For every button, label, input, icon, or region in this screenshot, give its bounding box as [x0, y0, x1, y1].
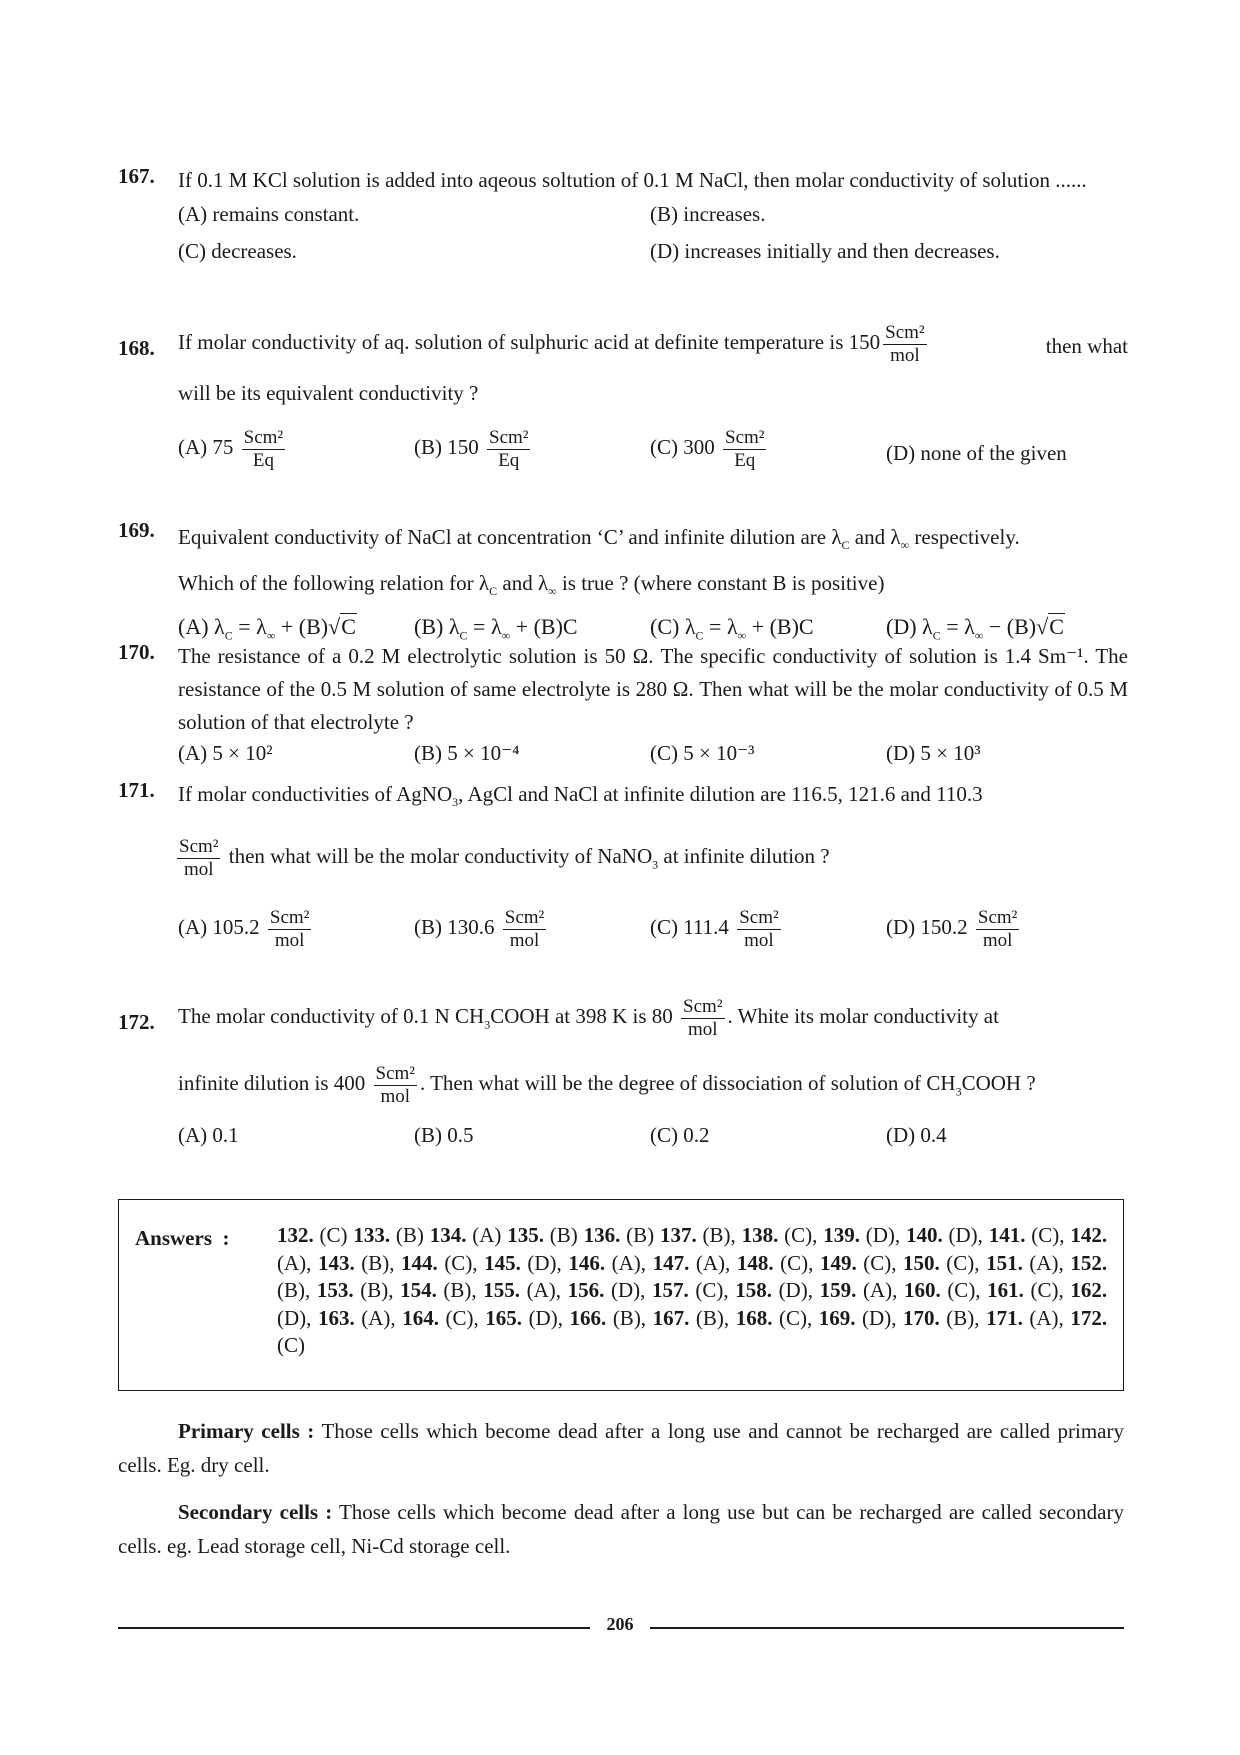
answer-item	[820, 1278, 898, 1302]
answer-item	[906, 1223, 983, 1247]
answer-number: 169.	[818, 1305, 856, 1330]
question-text	[178, 778, 1128, 818]
answer-number: 159.	[819, 1278, 857, 1302]
unit-fraction	[723, 427, 766, 472]
option-value: (A) 105.2	[178, 915, 260, 940]
options	[178, 196, 1128, 276]
option-a: (A) 0.1	[178, 1123, 239, 1148]
answer-item	[584, 1223, 655, 1247]
unit-denominator: mol	[744, 929, 774, 951]
subscript: 3	[452, 795, 459, 810]
answers-label	[135, 1226, 230, 1251]
option-c	[650, 907, 784, 952]
subscript: ∞	[737, 628, 747, 643]
option-d: (D) 0.4	[886, 1123, 947, 1148]
option-d: (D) none of the given	[886, 440, 1067, 465]
operator: + (B)C	[751, 614, 814, 640]
unit-fraction	[737, 907, 780, 952]
question-text-part: . Then what will be the degree of dissociation of solution of CH	[419, 1070, 956, 1095]
question-text-part: and	[854, 525, 886, 549]
option-d	[886, 907, 1022, 952]
question-text-part: respectively.	[914, 525, 1020, 549]
question-171	[118, 778, 1128, 967]
unit-numerator: Scm²	[739, 906, 779, 928]
answer-number: 158.	[735, 1278, 772, 1302]
question-text-part: COOH at 398 K is 80	[490, 1004, 673, 1029]
option-b: (B) 0.5	[414, 1123, 474, 1148]
answer-item	[653, 1306, 730, 1330]
answer-item	[986, 1251, 1064, 1275]
answer-number: 161.	[987, 1278, 1024, 1302]
answer-choice: (C),	[939, 1250, 980, 1275]
answer-choice: (A),	[277, 1250, 312, 1275]
option-label: (C)	[650, 614, 680, 640]
question-number: 168.	[118, 336, 155, 360]
subscript: ∞	[548, 584, 557, 599]
answer-number: 165.	[485, 1305, 523, 1330]
unit-denominator: mol	[183, 859, 214, 881]
square-root: √C	[328, 614, 356, 640]
answer-choice: (B),	[436, 1278, 477, 1302]
option-value: (A) 75	[178, 434, 234, 459]
option-b	[414, 427, 533, 472]
question-text-continued	[174, 836, 1128, 881]
answer-item	[483, 1278, 561, 1302]
answer-item	[318, 1251, 395, 1275]
option-b: (B) 5 × 10⁻⁴	[414, 741, 520, 765]
question-number: 172.	[118, 1010, 155, 1034]
radicand: C	[1049, 614, 1064, 640]
option-label: (B)	[414, 614, 444, 640]
unit-numerator: Scm²	[885, 322, 925, 343]
option-d: (D) 5 × 10³	[886, 741, 981, 765]
question-168	[118, 322, 1128, 487]
primary-cells-paragraph	[118, 1414, 1124, 1482]
answer-choice: (B),	[939, 1305, 980, 1330]
answer-choice: (B),	[354, 1250, 395, 1275]
question-text-continued	[178, 1063, 1128, 1108]
option-value: (C) 300	[650, 434, 715, 459]
answer-item	[742, 1223, 818, 1247]
lambda-symbol: λ	[922, 614, 933, 640]
answer-item	[568, 1251, 646, 1275]
unit-denominator: mol	[509, 929, 540, 951]
answer-number: 160.	[903, 1278, 941, 1302]
answer-choice: (D),	[859, 1223, 901, 1247]
unit-fraction	[503, 907, 546, 952]
answer-number: 167.	[652, 1305, 690, 1330]
answer-choice: (B),	[689, 1305, 730, 1330]
option-c: (C) 5 × 10⁻³	[650, 741, 755, 765]
answer-item	[903, 1251, 980, 1275]
question-text-part: The molar conductivity of 0.1 N CH	[178, 1004, 485, 1029]
option-c: (C) 0.2	[650, 1123, 710, 1148]
answer-number: 132.	[277, 1223, 314, 1247]
question-text-part: infinite dilution is 400	[178, 1070, 366, 1095]
options	[178, 741, 1128, 775]
lambda-symbol: λ	[478, 571, 490, 596]
answer-choice: (A),	[1022, 1305, 1064, 1330]
equals-sign: =	[709, 614, 722, 640]
subscript: ∞	[974, 628, 984, 643]
answer-number: 143.	[317, 1250, 355, 1275]
unit-numerator: Scm²	[683, 996, 723, 1017]
unit-denominator: Eq	[498, 449, 520, 471]
lambda-symbol: λ	[684, 614, 696, 640]
answer-choice: (A),	[856, 1278, 898, 1302]
unit-numerator: Scm²	[977, 906, 1018, 928]
question-text-part: is true ? (where constant B is positive)	[561, 571, 885, 596]
answer-choice: (D),	[277, 1305, 312, 1330]
answers-colon: :	[222, 1226, 230, 1250]
answer-item	[652, 1278, 729, 1302]
subscript: ∞	[900, 538, 910, 553]
subscript: 3	[955, 1084, 962, 1099]
answer-item	[484, 1251, 562, 1275]
question-text-continued: will be its equivalent conductivity ?	[178, 380, 479, 405]
answer-choice: (D),	[522, 1305, 563, 1330]
answer-choice: (B)	[620, 1223, 655, 1247]
subscript: ∞	[501, 628, 511, 643]
answer-item	[737, 1251, 814, 1275]
answer-choice: (B),	[606, 1305, 647, 1330]
unit-numerator: Scm²	[375, 1062, 415, 1084]
answer-number: 155.	[483, 1278, 521, 1302]
subscript: C	[841, 538, 850, 553]
secondary-cells-term: Secondary cells :	[178, 1500, 333, 1524]
option-value: (D) 150.2	[886, 915, 968, 940]
answer-number: 137.	[659, 1223, 697, 1247]
unit-denominator: Eq	[734, 449, 756, 471]
subscript: C	[695, 628, 704, 643]
unit-denominator: mol	[890, 344, 920, 366]
primary-cells-term: Primary cells :	[178, 1419, 315, 1443]
answer-choice: (B),	[696, 1223, 736, 1247]
answer-item	[904, 1278, 981, 1302]
option-c	[650, 427, 769, 472]
subscript: C	[932, 628, 941, 643]
lambda-symbol: λ	[726, 614, 738, 640]
answer-item	[400, 1278, 477, 1302]
answer-choice: (B)	[390, 1223, 424, 1247]
answer-number: 154.	[400, 1278, 437, 1302]
unit-denominator: mol	[688, 1018, 718, 1040]
answer-choice: (C),	[438, 1305, 479, 1330]
answer-number: 172.	[1070, 1305, 1108, 1330]
answer-number: 136.	[583, 1223, 621, 1247]
question-text-part: Which of the following relation for	[178, 571, 474, 596]
page-number: 206	[606, 1614, 634, 1634]
answer-number: 150.	[903, 1250, 940, 1275]
lambda-symbol: λ	[964, 614, 975, 640]
answer-item	[430, 1223, 502, 1247]
unit-fraction	[976, 907, 1019, 952]
unit-fraction	[374, 1063, 417, 1108]
equals-sign: =	[238, 614, 251, 640]
answer-number: 140.	[905, 1223, 943, 1247]
question-number: 170.	[118, 640, 155, 664]
answer-item	[819, 1306, 897, 1330]
question-text-part: then what will be the molar conductivity of NaNO	[228, 844, 653, 869]
unit-numerator: Scm²	[179, 836, 219, 858]
answer-number: 149.	[819, 1250, 857, 1275]
option-c: (C) decreases.	[178, 239, 297, 263]
options	[178, 1123, 1128, 1157]
question-text-part: , AgCl and NaCl at infinite dilution are 116.5, 121.6 and 110.3	[458, 782, 983, 806]
equals-sign: =	[473, 614, 486, 640]
answer-number: 147.	[652, 1250, 690, 1275]
unit-fraction	[681, 996, 724, 1041]
question-text: The resistance of a 0.2 M electrolytic solution is 50 Ω. The specific conductivity of solution is 1.4 Sm⁻¹. The resistance of the 0.5 M solution of same electrolyte is 280 Ω. Then what will be the molar conductivity of 0.5 M solution of that electrolyte ?	[178, 644, 1128, 734]
option-a	[178, 427, 288, 472]
answer-choice: (C),	[778, 1223, 818, 1247]
answer-number: 168.	[735, 1305, 773, 1330]
answer-number: 144.	[401, 1250, 438, 1275]
answer-choice: (A)	[466, 1223, 502, 1247]
unit-fraction	[883, 322, 926, 367]
answer-item	[653, 1251, 731, 1275]
answer-number: 145.	[484, 1250, 521, 1275]
answer-number: 162.	[1070, 1278, 1108, 1302]
subscript: 3	[652, 857, 659, 872]
answer-number: 156.	[567, 1278, 605, 1302]
answer-number: 141.	[988, 1223, 1026, 1247]
operator: − (B)	[988, 614, 1037, 640]
answer-number: 171.	[986, 1305, 1023, 1330]
question-text-part: at infinite dilution ?	[663, 844, 830, 869]
answer-choice: (C)	[277, 1333, 305, 1357]
answers-box	[118, 1199, 1124, 1391]
answer-choice: (C),	[688, 1278, 729, 1302]
answer-choice: (B),	[353, 1278, 394, 1302]
options	[178, 907, 1128, 967]
footer-rule-left	[118, 1627, 590, 1629]
option-value: (B) 130.6	[414, 915, 495, 940]
answer-item	[568, 1278, 646, 1302]
answer-choice: (A),	[354, 1305, 396, 1330]
question-text-part: If molar conductivity of aq. solution of sulphuric acid at definite temperature is 150	[178, 330, 881, 355]
answer-item	[989, 1223, 1065, 1247]
answer-choice: (D),	[520, 1250, 562, 1275]
secondary-cells-paragraph	[118, 1495, 1124, 1563]
unit-fraction	[487, 427, 530, 472]
subscript: C	[489, 584, 498, 599]
lambda-symbol: λ	[537, 571, 549, 596]
question-number: 167.	[118, 164, 155, 188]
option-d: (D) increases initially and then decreases.	[650, 239, 1000, 263]
answer-item	[736, 1306, 813, 1330]
answers-list	[277, 1222, 1107, 1360]
option-a: (A) remains constant.	[178, 202, 360, 226]
answer-item	[507, 1223, 578, 1247]
unit-numerator: Scm²	[243, 426, 284, 448]
answer-choice: (A),	[689, 1250, 731, 1275]
option-label: (D)	[886, 614, 917, 640]
answer-item	[353, 1223, 424, 1247]
answer-choice: (C),	[1025, 1223, 1065, 1247]
answer-choice: (D),	[855, 1305, 897, 1330]
answer-number: 148.	[736, 1250, 774, 1275]
answer-item	[735, 1278, 813, 1302]
answer-choice: (B)	[544, 1223, 578, 1247]
answer-number: 139.	[823, 1223, 860, 1247]
question-text	[178, 322, 1128, 367]
question-text: If 0.1 M KCl solution is added into aqeous soltution of 0.1 M NaCl, then molar conductivity of solution ......	[178, 168, 1087, 192]
answer-choice: (C)	[313, 1223, 348, 1247]
answer-choice: (D),	[942, 1223, 983, 1247]
question-number: 169.	[118, 518, 155, 542]
answer-choice: (B),	[277, 1278, 311, 1302]
answer-choice: (D),	[771, 1278, 813, 1302]
answers-label-text: Answers	[135, 1226, 212, 1250]
question-169	[118, 518, 1128, 650]
lambda-symbol: λ	[490, 614, 502, 640]
answer-item	[317, 1278, 394, 1302]
unit-denominator: mol	[274, 929, 305, 951]
answer-number: 138.	[741, 1223, 779, 1247]
answer-number: 166.	[569, 1305, 607, 1330]
answer-item	[660, 1223, 736, 1247]
answer-item	[986, 1306, 1064, 1330]
answer-item	[987, 1278, 1064, 1302]
operator: + (B)C	[515, 614, 578, 640]
answer-number: 133.	[353, 1223, 391, 1247]
question-172	[118, 996, 1128, 1157]
unit-fraction	[177, 836, 220, 881]
question-text	[178, 518, 1128, 610]
answer-item	[570, 1306, 647, 1330]
answer-number: 151.	[986, 1250, 1023, 1275]
unit-numerator: Scm²	[489, 426, 529, 448]
option-value: (C) 111.4	[650, 915, 729, 940]
option-label: (A)	[178, 614, 209, 640]
unit-numerator: Scm²	[504, 906, 545, 928]
answer-choice: (A),	[520, 1278, 562, 1302]
option-value: (B) 150	[414, 434, 479, 459]
primary-cells-text: Those cells which become dead after a long use and cannot be recharged are called primary cells. Eg. dry cell.	[118, 1419, 1124, 1477]
operator: + (B)	[280, 614, 329, 640]
subscript: ∞	[266, 628, 276, 643]
answer-choice: (C),	[437, 1250, 478, 1275]
option-b: (B) increases.	[650, 202, 766, 226]
answer-item	[402, 1306, 479, 1330]
question-text-part: Equivalent conductivity of NaCl at concentration ‘C’ and infinite dilution are	[178, 525, 827, 549]
secondary-cells-text: Those cells which become dead after a long use but can be recharged are called secondary cells. eg. Lead storage cell, Ni-Cd storage cell.	[118, 1500, 1124, 1558]
subscript: C	[224, 628, 233, 643]
equals-sign: =	[946, 614, 959, 640]
subscript: C	[459, 628, 468, 643]
answer-choice: (A),	[605, 1250, 647, 1275]
answer-number: 146.	[568, 1250, 606, 1275]
answer-choice: (C),	[772, 1305, 813, 1330]
lambda-symbol: λ	[448, 614, 460, 640]
question-text-part: . White its molar conductivity at	[727, 1004, 999, 1029]
question-167	[118, 164, 1128, 276]
answer-item	[820, 1251, 897, 1275]
answer-number: 164.	[402, 1305, 439, 1330]
answer-number: 153.	[316, 1278, 354, 1302]
lambda-symbol: λ	[890, 525, 901, 549]
answer-number: 135.	[507, 1223, 544, 1247]
answer-item	[903, 1306, 980, 1330]
answer-choice: (C),	[773, 1250, 814, 1275]
answer-number: 142.	[1070, 1223, 1108, 1247]
answer-item	[485, 1306, 563, 1330]
unit-fraction	[268, 907, 311, 952]
unit-numerator: Scm²	[725, 426, 765, 448]
answer-item	[277, 1223, 348, 1247]
question-text-part: and	[502, 571, 533, 596]
lambda-symbol: λ	[831, 525, 842, 549]
footer-rule-right	[650, 1627, 1124, 1629]
lambda-symbol: λ	[214, 614, 225, 640]
answer-number: 163.	[317, 1305, 355, 1330]
question-text-part: If molar conductivities of AgNO	[178, 782, 453, 806]
answer-number: 157.	[652, 1278, 689, 1302]
answer-number: 134.	[429, 1223, 467, 1247]
answer-item	[823, 1223, 900, 1247]
unit-denominator: mol	[982, 929, 1013, 951]
unit-denominator: Eq	[252, 449, 274, 471]
subscript: 3	[484, 1017, 491, 1032]
unit-denominator: mol	[380, 1085, 411, 1107]
square-root: √C	[1036, 614, 1064, 640]
answer-choice: (A),	[1022, 1250, 1064, 1275]
question-text-part: then what	[1045, 334, 1128, 358]
answer-number: 170.	[903, 1305, 940, 1330]
answer-choice: (C),	[940, 1278, 981, 1302]
answer-item	[401, 1251, 478, 1275]
option-a	[178, 907, 314, 952]
answer-item	[318, 1306, 396, 1330]
question-text-part: COOH ?	[961, 1070, 1036, 1095]
lambda-symbol: λ	[256, 614, 267, 640]
option-a: (A) 5 × 10²	[178, 741, 273, 765]
question-170	[118, 640, 1128, 775]
question-number: 171.	[118, 778, 155, 802]
unit-fraction	[242, 427, 285, 472]
answer-choice: (C),	[856, 1250, 897, 1275]
answer-choice: (C),	[1023, 1278, 1064, 1302]
options	[178, 427, 1128, 487]
option-b	[414, 907, 549, 952]
radicand: C	[341, 614, 356, 640]
answer-choice: (D),	[604, 1278, 646, 1302]
unit-numerator: Scm²	[269, 906, 310, 928]
answer-number: 152.	[1070, 1250, 1108, 1275]
question-text	[178, 996, 1128, 1041]
